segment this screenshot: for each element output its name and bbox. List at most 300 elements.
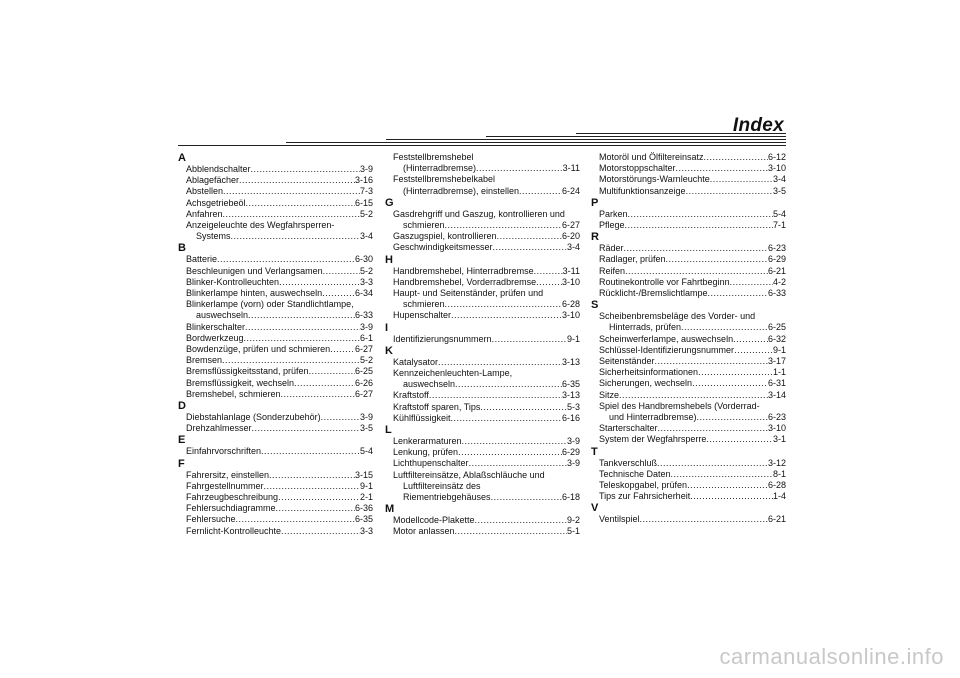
index-entry: [591, 243, 786, 254]
index-entry-term: (Hinterradbremse): [403, 163, 477, 174]
index-letter-heading: E: [178, 434, 186, 447]
index-entry: [385, 413, 580, 424]
index-entry: [178, 412, 373, 423]
index-entry: [178, 492, 373, 503]
index-entry-page: 7-3: [359, 186, 373, 197]
index-entry-page: 9-2: [566, 515, 580, 526]
index-entry: [178, 514, 373, 525]
index-entry-term: Identifizierungsnummern: [393, 333, 492, 344]
index-entry-term: Motor anlassen: [393, 526, 455, 537]
index-entry: [385, 379, 580, 390]
dot-leader: [704, 152, 768, 163]
dot-leader: [697, 412, 768, 423]
index-entry-term: Radlager, prüfen: [599, 254, 666, 265]
index-entry-term: Bremsen: [186, 355, 223, 366]
page-title: Index: [732, 115, 784, 136]
index-entry: [385, 515, 580, 526]
index-entry-page: 3-12: [767, 457, 786, 468]
dot-leader: [244, 333, 360, 344]
index-entry: [178, 186, 373, 197]
dot-leader: [491, 492, 562, 503]
index-entry: [385, 402, 580, 413]
index-entry-page: 3-14: [767, 389, 786, 400]
index-letter-heading: P: [591, 196, 599, 209]
index-entry: [178, 175, 373, 186]
index-column-2: [385, 152, 580, 538]
index-letter-heading: H: [385, 253, 393, 266]
index-entry: [178, 231, 373, 242]
index-entry-term: Ventilspiel: [599, 514, 640, 525]
index-entry-page: 3-9: [566, 458, 580, 469]
index-entry: [591, 288, 786, 299]
dot-leader: [657, 458, 768, 469]
index-entry-term: Fahrzeugbeschreibung: [186, 492, 279, 503]
index-entry: [178, 423, 373, 434]
index-entry: [178, 378, 373, 389]
index-entry-term: Bordwerkzeug: [186, 332, 244, 343]
dot-leader: [625, 220, 773, 231]
index-letter-heading: B: [178, 242, 186, 255]
dot-leader: [217, 254, 355, 265]
dot-leader: [686, 186, 773, 197]
index-entry-page: 6-23: [767, 243, 786, 254]
dot-leader: [246, 198, 355, 209]
index-entry-page: 6-33: [767, 288, 786, 299]
index-entry-page: 3-5: [359, 423, 373, 434]
index-entry: [591, 334, 786, 345]
index-entry-page: 6-18: [561, 492, 580, 503]
index-entry-term: und Hinterradbremse): [609, 412, 697, 423]
dot-leader: [451, 310, 562, 321]
index-entry-term: Geschwindigkeitsmesser: [393, 242, 493, 253]
index-entry: [591, 367, 786, 378]
dot-leader: [624, 243, 768, 254]
index-entry-page: 2-1: [359, 492, 373, 503]
index-entry-page: 6-29: [561, 447, 580, 458]
index-entry: [178, 389, 373, 400]
index-entry-term: Technische Daten: [599, 468, 671, 479]
index-entry: [385, 310, 580, 321]
dot-leader: [671, 469, 773, 480]
index-entry-term: Hupenschalter: [393, 310, 452, 321]
index-entry-line: Kennzeichenleuchten-Lampe,: [393, 368, 513, 379]
dot-leader: [681, 322, 768, 333]
dot-leader: [438, 357, 562, 368]
index-entry-page: 6-24: [561, 185, 580, 196]
index-entry-page: 3-9: [359, 412, 373, 423]
index-entry-term: Ablagefächer: [186, 175, 240, 186]
index-entry-term: Parken: [599, 208, 628, 219]
index-entry-term: Beschleunigen und Verlangsamen: [186, 265, 323, 276]
index-entry-term: Einfahrvorschriften: [186, 446, 262, 457]
dot-leader: [640, 514, 768, 525]
index-entry-page: 3-4: [566, 242, 580, 253]
index-entry-term: Blinker-Kontrolleuchten: [186, 276, 280, 287]
index-entry-page: 6-34: [354, 288, 373, 299]
dot-leader: [676, 163, 768, 174]
index-entry: [591, 254, 786, 265]
index-entry-term: Rücklicht-/Bremslichtlampe: [599, 288, 708, 299]
index-entry-term: Lenkerarmaturen: [393, 436, 462, 447]
dot-leader: [223, 209, 360, 220]
index-entry-term: Riementriebgehäuses: [403, 492, 491, 503]
index-entry-term: Sicherungen, wechseln: [599, 378, 693, 389]
index-entry: [591, 266, 786, 277]
dot-leader: [519, 186, 562, 197]
index-entry: [591, 186, 786, 197]
index-entry-line: Luftfiltereinsätz des: [403, 480, 481, 491]
index-entry-page: 6-27: [561, 220, 580, 231]
index-entry-page: 1-4: [772, 491, 786, 502]
dot-leader: [734, 345, 773, 356]
index-entry-line: Luftfiltereinsätze, Ablaßschläuche und: [393, 469, 545, 480]
index-entry-page: 3-16: [354, 175, 373, 186]
index-entry-line: Haupt- und Seitenständer, prüfen und: [393, 288, 544, 299]
index-entry-term: Diebstahlanlage (Sonderzubehör): [186, 412, 321, 423]
index-entry-term: Drehzahlmesser: [186, 423, 252, 434]
index-entry: [591, 491, 786, 502]
index-entry-term: Bremsflüssigkeitsstand, prüfen: [186, 366, 309, 377]
index-entry-term: Tips zur Fahrsicherheit: [599, 491, 691, 502]
watermark: carmanualsonline.info: [719, 644, 944, 669]
index-entry: [178, 198, 373, 209]
index-entry-term: Reifen: [599, 265, 626, 276]
dot-leader: [493, 242, 567, 253]
index-entry: [591, 458, 786, 469]
dot-leader: [625, 266, 768, 277]
index-entry-page: 6-28: [767, 480, 786, 491]
dot-leader: [222, 355, 360, 366]
dot-leader: [281, 526, 360, 537]
index-entry-page: 6-12: [767, 152, 786, 162]
dot-leader: [706, 434, 773, 445]
index-entry-page: 6-35: [354, 514, 373, 525]
index-entry-page: 6-15: [354, 197, 373, 208]
index-entry-term: Lenkung, prüfen: [393, 447, 459, 458]
dot-leader: [492, 334, 567, 345]
index-entry: [385, 458, 580, 469]
dot-leader: [710, 174, 773, 185]
index-entry-term: Fehlersuchdiagramme: [186, 503, 276, 514]
index-entry-page: 3-13: [561, 390, 580, 401]
index-entry: [178, 503, 373, 514]
dot-leader: [445, 299, 562, 310]
index-entry: [385, 242, 580, 253]
index-entry: [591, 412, 786, 423]
dot-leader: [269, 470, 355, 481]
index-entry-page: 3-1: [772, 434, 786, 445]
index-entry-term: Seitenständer: [599, 356, 655, 367]
index-letter-heading: F: [178, 457, 185, 470]
index-letter-heading: M: [385, 503, 395, 516]
dot-leader: [429, 390, 562, 401]
index-entry: [591, 174, 786, 185]
index-entry-term: auswechseln: [196, 310, 249, 321]
index-entry: [591, 163, 786, 174]
index-entry: [178, 164, 373, 175]
index-entry-line: Scheibenbremsbeläge des Vorder- und: [599, 311, 756, 322]
dot-leader: [619, 390, 768, 401]
dot-leader: [692, 378, 768, 389]
index-entry: [178, 266, 373, 277]
index-entry-page: 3-5: [772, 185, 786, 196]
index-entry-page: 9-1: [566, 333, 580, 344]
dot-leader: [278, 492, 360, 503]
index-column-3: [591, 152, 786, 526]
dot-leader: [245, 322, 360, 333]
index-entry-page: 3-3: [359, 276, 373, 287]
index-letter-heading: D: [178, 400, 186, 413]
dot-leader: [655, 356, 768, 367]
index-entry: [178, 254, 373, 265]
index-entry-term: Fernlicht-Kontrolleuchte: [186, 525, 282, 536]
index-entry-page: 6-35: [561, 379, 580, 390]
index-entry: [178, 277, 373, 288]
index-entry-page: 3-9: [359, 321, 373, 332]
index-entry-term: Motoröl und Ölfiltereinsatz: [599, 152, 704, 162]
dot-leader: [276, 503, 355, 514]
index-entry: [385, 299, 580, 310]
index-letter-heading: L: [385, 424, 392, 437]
index-entry: [591, 220, 786, 231]
index-column-1: [178, 152, 373, 537]
index-entry-term: Kraftstoff: [393, 390, 429, 401]
dot-leader: [251, 164, 360, 175]
index-entry: [591, 423, 786, 434]
header-rule-lines: [178, 133, 786, 148]
index-entry-term: Starterschalter: [599, 423, 658, 434]
index-entry: [385, 334, 580, 345]
index-entry: [178, 446, 373, 457]
dot-leader: [730, 277, 773, 288]
dot-leader: [330, 344, 355, 355]
dot-leader: [451, 413, 562, 424]
index-entry: [385, 436, 580, 447]
index-entry-page: 3-4: [359, 231, 373, 242]
index-letter-heading: S: [591, 299, 599, 312]
dot-leader: [708, 288, 768, 299]
index-entry-term: Räder: [599, 243, 624, 254]
index-entry-term: Handbremshebel, Hinterradbremse: [393, 265, 534, 276]
index-entry-page: 5-2: [359, 208, 373, 219]
index-entry-page: 6-30: [354, 254, 373, 265]
index-entry-line: Spiel des Handbremshebels (Vorderrad-: [599, 400, 760, 411]
index-entry-term: Motorstoppschalter: [599, 163, 676, 174]
index-entry-term: Systems: [196, 231, 231, 242]
index-letter-heading: A: [178, 152, 186, 164]
dot-leader: [469, 458, 567, 469]
index-entry-page: 6-1: [359, 332, 373, 343]
index-entry-term: Tankverschluß: [599, 457, 658, 468]
index-entry-page: 5-4: [772, 208, 786, 219]
index-entry-line: Gasdrehgriff und Gaszug, kontrollieren und: [393, 208, 565, 219]
index-entry-line: Feststellbremshebel: [393, 152, 474, 162]
index-entry: [591, 322, 786, 333]
index-entry-page: 6-21: [767, 265, 786, 276]
index-entry-page: 3-15: [354, 469, 373, 480]
dot-leader: [690, 491, 773, 502]
index-entry-page: 6-32: [767, 333, 786, 344]
index-entry-term: Hinterrads, prüfen: [609, 322, 682, 333]
dot-leader: [480, 402, 567, 413]
index-entry-page: 6-33: [354, 310, 373, 321]
index-letter-heading: T: [591, 445, 598, 458]
dot-leader: [309, 366, 355, 377]
index-entry-page: 3-10: [561, 276, 580, 287]
index-entry-page: 6-29: [767, 254, 786, 265]
index-entry-term: Kühlflüssigkeit: [393, 412, 451, 423]
index-entry-page: 3-10: [561, 310, 580, 321]
index-entry-term: System der Wegfahrsperre: [599, 434, 707, 445]
index-entry: [591, 356, 786, 367]
dot-leader: [658, 423, 768, 434]
index-entry-page: 6-26: [354, 377, 373, 388]
index-entry: [178, 344, 373, 355]
index-entry: [385, 390, 580, 401]
index-entry-page: 6-28: [561, 299, 580, 310]
index-entry-page: 5-3: [566, 401, 580, 412]
index-entry-term: Fahrgestellnummer: [186, 480, 264, 491]
index-entry: [385, 447, 580, 458]
index-entry-term: Sicherheitsinformationen: [599, 367, 699, 378]
index-entry: [591, 277, 786, 288]
index-entry-line: Blinkerlampe (vorn) oder Standlichtlampe,: [186, 299, 354, 310]
dot-leader: [666, 254, 768, 265]
index-entry-page: 9-1: [359, 480, 373, 491]
index-entry-page: 7-1: [772, 220, 786, 231]
dot-leader: [534, 266, 563, 277]
index-entry: [178, 333, 373, 344]
dot-leader: [458, 447, 562, 458]
index-entry-term: Katalysator: [393, 356, 439, 367]
index-entry-page: 6-25: [767, 322, 786, 333]
index-entry-page: 9-1: [772, 344, 786, 355]
index-entry-term: Pflege: [599, 220, 625, 231]
index-entry-term: Teleskopgabel, prüfen: [599, 480, 688, 491]
dot-leader: [248, 310, 355, 321]
index-entry: [385, 220, 580, 231]
index-entry-page: 5-2: [359, 265, 373, 276]
index-entry-line: Anzeigeleuchte des Wegfahrsperren-: [186, 220, 335, 231]
dot-leader: [321, 412, 360, 423]
index-entry-page: 4-2: [772, 276, 786, 287]
index-entry-page: 8-1: [772, 468, 786, 479]
dot-leader: [239, 175, 355, 186]
index-entry: [591, 152, 786, 163]
index-entry: [385, 357, 580, 368]
index-entry-page: 3-3: [359, 525, 373, 536]
index-entry-term: Scheinwerferlampe, auswechseln: [599, 333, 734, 344]
index-entry-page: 6-27: [354, 344, 373, 355]
index-entry-term: Schlüssel-Identifizierungsnummer: [599, 344, 735, 355]
index-entry-term: Batterie: [186, 254, 218, 265]
dot-leader: [281, 389, 355, 400]
index-entry: [385, 231, 580, 242]
index-entry-term: Bremsflüssigkeit, wechseln: [186, 377, 295, 388]
index-entry-term: Blinkerschalter: [186, 321, 246, 332]
index-entry-page: 3-10: [767, 163, 786, 174]
index-entry-page: 3-9: [566, 436, 580, 447]
index-entry-term: Blinkerlampe hinten, auswechseln: [186, 288, 323, 299]
index-entry: [178, 481, 373, 492]
dot-leader: [455, 379, 562, 390]
index-entry-term: Bowdenzüge, prüfen und schmieren: [186, 344, 331, 355]
dot-leader: [536, 277, 562, 288]
index-entry-page: 3-11: [562, 265, 580, 276]
dot-leader: [322, 288, 355, 299]
index-entry: [178, 209, 373, 220]
index-entry-term: Bremshebel, schmieren: [186, 388, 281, 399]
index-entry: [178, 310, 373, 321]
index-entry-term: Multifunktionsanzeige: [599, 185, 686, 196]
dot-leader: [476, 163, 563, 174]
index-entry: [385, 277, 580, 288]
dot-leader: [294, 378, 355, 389]
index-entry: [178, 322, 373, 333]
dot-leader: [462, 436, 567, 447]
index-entry-page: 6-31: [767, 378, 786, 389]
index-entry-term: schmieren: [403, 220, 445, 231]
index-entry: [591, 390, 786, 401]
index-entry-page: 3-11: [562, 163, 580, 174]
index-entry-page: 3-13: [561, 356, 580, 367]
index-entry: [591, 514, 786, 525]
index-entry-term: Achsgetriebeöl: [186, 197, 246, 208]
index-entry-term: Kraftstoff sparen, Tips: [393, 401, 481, 412]
index-entry-page: 6-16: [561, 412, 580, 423]
dot-leader: [223, 186, 360, 197]
dot-leader: [687, 480, 768, 491]
index-entry-term: Sitze: [599, 389, 620, 400]
dot-leader: [261, 446, 360, 457]
index-entry-term: Modellcode-Plakette: [393, 515, 475, 526]
index-entry-term: Motorstörungs-Warnleuchte: [599, 174, 710, 185]
index-entry: [385, 266, 580, 277]
index-letter-heading: K: [385, 344, 393, 357]
index-entry: [591, 434, 786, 445]
index-entry: [178, 470, 373, 481]
dot-leader: [455, 526, 567, 537]
index-entry-page: 5-4: [359, 446, 373, 457]
index-entry-page: 6-25: [354, 366, 373, 377]
index-entry-page: 6-21: [767, 514, 786, 525]
index-entry: [591, 209, 786, 220]
index-entry-term: Fehlersuche: [186, 514, 236, 525]
index-entry-term: Abstellen: [186, 186, 224, 197]
index-entry: [385, 526, 580, 537]
index-entry: [178, 526, 373, 537]
index-entry-term: Handbremshebel, Vorderradbremse: [393, 276, 537, 287]
index-entry-page: 3-4: [772, 174, 786, 185]
index-letter-heading: G: [385, 196, 394, 209]
index-entry-page: 3-10: [767, 423, 786, 434]
index-entry-term: Gaszugspiel, kontrollieren: [393, 231, 497, 242]
index-entry-page: 6-20: [561, 231, 580, 242]
index-letter-heading: R: [591, 231, 599, 244]
dot-leader: [279, 277, 360, 288]
dot-leader: [733, 334, 768, 345]
index-entry: [591, 480, 786, 491]
dot-leader: [628, 209, 773, 220]
index-entry: [385, 163, 580, 174]
index-entry-page: 5-2: [359, 355, 373, 366]
index-entry-term: auswechseln: [403, 379, 456, 390]
dot-leader: [264, 481, 360, 492]
index-entry-term: Fahrersitz, einstellen: [186, 469, 270, 480]
dot-leader: [445, 220, 562, 231]
index-entry-page: 3-17: [767, 356, 786, 367]
dot-leader: [497, 231, 562, 242]
